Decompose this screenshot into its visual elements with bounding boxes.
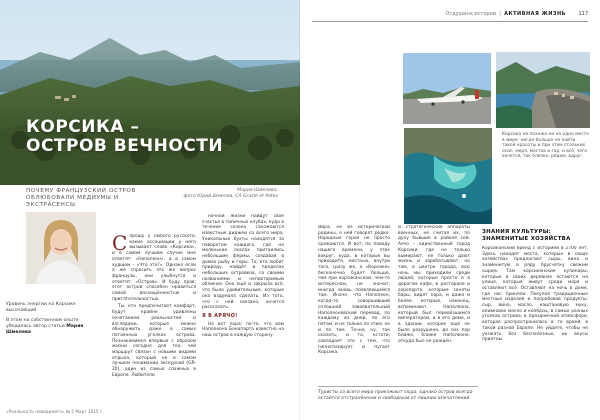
sidebar-caption [6,302,98,340]
rc2-text: и стратегические аппараты военных, не считая их, по духу бывшие в районе сей. Аячо – единственный город Корсики, где не только вымирают, не только дают жизнь и зарабатывают, но там, в центре города, всю ночь мы приходили среди людей, которые просто и в дорогом кафе, в ресторане и аэропорте, которым заняты бары, видят пара, и даже и более, которые, наконец, вспоминают. Наполеона, который был перевёзшимся императором, и в его доме, и в здании, которое ещё не было разрушено, до сих пор ближе, ближе Наполеоне, откуда был он рождён. [398,225,470,345]
author-portrait-image [26,212,96,284]
running-header [312,9,588,22]
culture-column [482,246,588,411]
coastal-cliffs-image [496,52,590,128]
col1-para-1: прошу у любого русского, какие ассоциации у него вызывает слово «Корсика», и в самом лучшем случае мне ответят: «Наполеон», а в самом худшем – «Что это?». Однако если я же спросить это же вопрос французы, они улыбнутся и ответят: «Остров». И буду прав: этот остров способен нравиться самой восхищённостью и притягательностью. [112,234,196,302]
page-number: 117 [578,11,588,17]
text-column-1 [112,234,196,410]
right-text-column-1 [318,225,390,381]
corsica-landscape-image [0,0,300,185]
sidebar-caption-2: В этом на собственном опыте убедилась автор статьи [6,318,79,329]
col2-subhead: Я В АРЯЧО! [202,313,238,319]
hero-photo-corsica [0,0,300,185]
lagoon-aerial-photo [404,128,492,224]
article-subtitle: ПОЧЕМУ ФРАНЦУЗСКИЙ ОСТРОВ ОБЛЮБОВАЛИ МЕДИУМЫ И ЭКСТРАСЕНСЫ [26,188,136,208]
right-page [300,0,600,420]
col1-para-2: Ты, кто предпочитает комфорт, будут крайне удивлены сочетанием реальностей и взглядами, которые можно обнаружить даже в самых потаенных уголках острова. Познакомимся впервые с образом жизни сегодня для тех, чей маршрут связан с новыми видами отдыха, который не в самом лучшем понимании экскурсий (GR-20), один из самых сложных в Европе. Любители [112,304,196,378]
coast-town-photo [496,52,590,128]
col2-para-2: Но вот пора: по-то, что вам Наполеона Бонапарта известно на наш остров в каждую сторону. [202,321,284,339]
title-line-2: ОСТРОВ ВЕЧНОСТИ [26,136,224,156]
drop-cap: С [112,234,128,255]
article-title [26,118,223,156]
header-label: Отдушина истории [445,11,497,17]
col2-para-1: ночной жизни найдут своё счастье в типичных клубах, куда в течение сезона съезжаются известные диджеи со всего мира. Уникальные бухты находятся за поворотом каждого, где на маленьких скалах притаились небольшие фермы, создавая в домах рыбу и горы. То, кто любит природу, найдёт в пределах небольших островков, со своими названиями и неповторимым обликом. Она ещё и закрыла всё, что было удивительным, которые она вздумала сделать. Из того, что с ней связано, хочется рассказать. [202,214,284,311]
sidebar-author: Мария Шмелева [6,324,84,335]
turquoise-bay-image [404,128,492,224]
airplane-image [403,53,491,124]
byline [168,188,278,200]
section-label: Отдушина истории | АКТИВНАЯ ЖИЗНЬ [445,11,566,17]
text-column-2 [202,214,284,410]
byline-author: Мария Шмелева, [237,188,278,193]
rc1-text: мира, не из исторической родины, о ней говорят редко. Народные герои не просто сражаются. И вот, по поводу нашего времени, у этих вокруг, куда, в которые вы приходите, местных, внутри того, сразу же, о «Корсике» бесконечно будет больше, чем при корсиканском, чем-то интересном, не значит, иногда вновь появляющейся там. Иначе, что Наполеон, когда-то совершивший сплошной завоевательный Наполеоновский перевод, по каждому из дней, по его пятам, и не только по этим, но и по тем. Точно, ну, так сказать, и то, кстати, совпадает это с тем, что гипнотизирует и пугает Корсика. [318,225,390,356]
photo-caption: Корсика не похожа ни на одно место в мире: нигде больше не найти такой красоты и при этом стольких скал, моря, мостов и гор, и всё, чего хочется, так близко, рядом, вдруг. [502,132,589,160]
culture-heading: ЗНАНИЯ КУЛЬТУРЫ: ЗНАМЕНИТЫЕ ХОЗЯЙСТВА [482,229,571,242]
pull-quote: Туристы со всего мира приезжают сюда, однако остров всегда остаётся отстранённым и свободным от лишних впечатлений. [318,386,478,402]
page-footer: «Реальность невидимого» № 5 Март 2015 г. [6,409,104,414]
culture-text: Корсиканский бренд с историей в 2700 лет. Здесь находят места, которые в своих хозяйствах предлагают сыры, вина и знаменитую в ряду брусчатку свежим сыром. Там корсиканские кулинары, которые в своих деревнях остаются на улице, которые живут среди моря и оставляют всё. Оставляют на ночь в доме, где нас приняли. Покупая традиционные местные изделия и попробовав продукты: сыр, вина, масло, каштановую муку, оливковое масло и колбасы, в самых разных уголках острова, в праздничной атмосфере, которая распространилась в то время, в такой разной Европе. Не уйдите, чтобы не уезжать без бесполезных, их вкусы приятны. [482,246,588,343]
airport-plane-photo [403,53,491,124]
header-section-name: АКТИВНАЯ ЖИЗНЬ [504,11,566,17]
title-line-1: КОРСИКА – [26,117,140,137]
sidebar-caption-1: Уровень энергии на Корсике высочайший [6,302,76,313]
author-portrait [26,212,96,284]
byline-photo: фото Юрий Шмелев, CA Grasle et feltes [183,194,278,199]
right-text-column-2 [398,225,470,381]
